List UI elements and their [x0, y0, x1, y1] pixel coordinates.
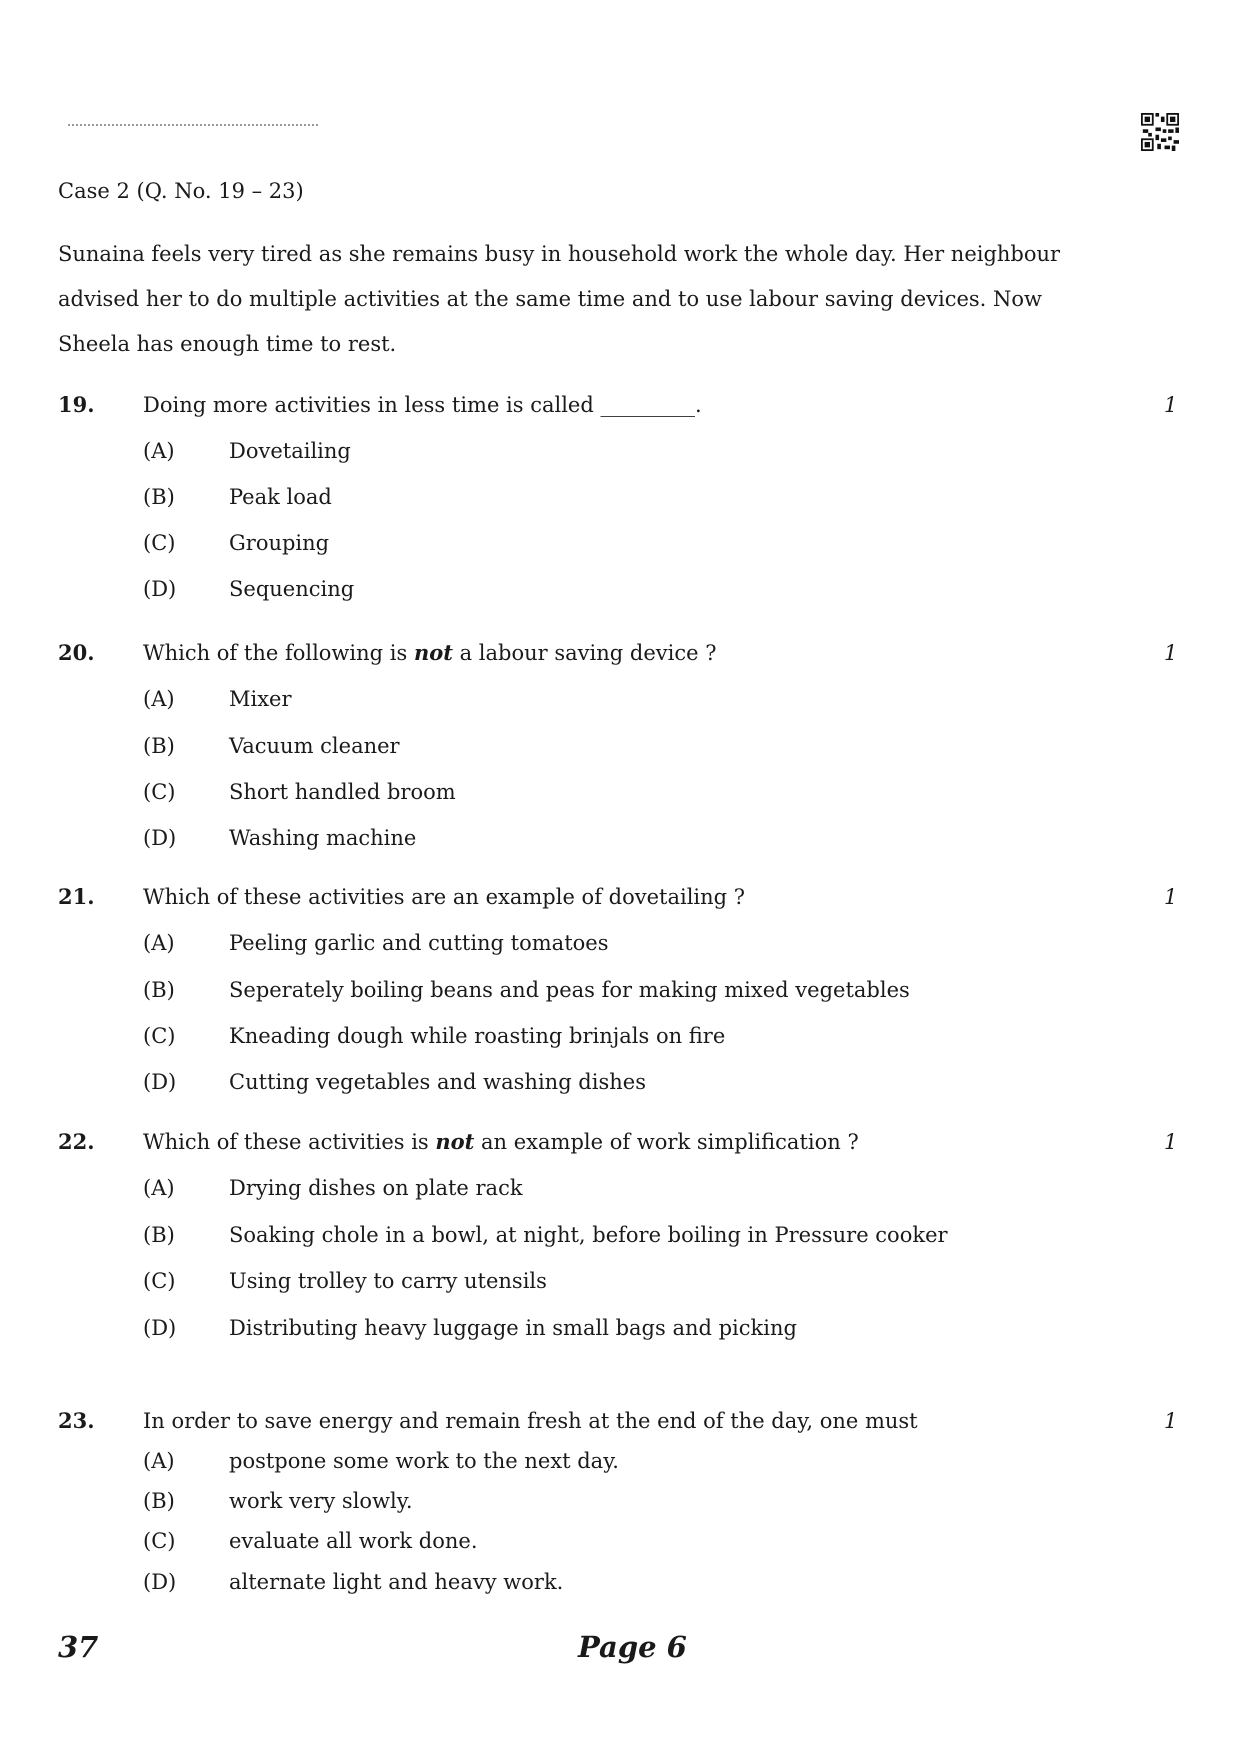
option-b [0, 484, 1241, 510]
option-a [0, 930, 1241, 956]
option-text: Grouping [229, 531, 330, 555]
passage-line: Sheela has enough time to rest. [58, 332, 397, 356]
option-label: (B) [143, 1223, 175, 1247]
case-title: Case 2 (Q. No. 19 – 23) [58, 179, 304, 203]
option-d [0, 576, 1241, 602]
question-text: Which of these activities is not an example of work simplification ? [143, 1129, 859, 1154]
question-text: Which of these activities are an example of dovetailing ? [143, 885, 746, 909]
paper-code: 37 [58, 1630, 99, 1664]
passage-line: advised her to do multiple activities at the same time and to use labour saving devices. Now [58, 287, 1043, 311]
question-number: 21. [58, 884, 95, 909]
option-c [0, 1268, 1241, 1294]
question-text: Doing more activities in less time is called _________. [143, 393, 702, 417]
option-a [0, 1448, 1241, 1474]
option-label: (C) [143, 1529, 176, 1553]
option-label: (B) [143, 1489, 175, 1513]
option-text: Short handled broom [229, 780, 456, 804]
option-text: evaluate all work done. [229, 1529, 478, 1553]
question-marks: 1 [1164, 641, 1178, 665]
qr-code-icon [1141, 113, 1179, 151]
option-c [0, 530, 1241, 556]
option-label: (D) [143, 1570, 177, 1594]
option-text: Kneading dough while roasting brinjals on fire [229, 1024, 726, 1048]
option-text: Sequencing [229, 577, 355, 601]
question-number: 19. [58, 392, 95, 417]
option-d [0, 1569, 1241, 1595]
question-text: Which of the following is not a labour saving device ? [143, 640, 717, 665]
option-text: Soaking chole in a bowl, at night, before boiling in Pressure cooker [229, 1223, 948, 1247]
option-d [0, 825, 1241, 851]
option-text: alternate light and heavy work. [229, 1570, 564, 1594]
option-label: (B) [143, 978, 175, 1002]
option-text: postpone some work to the next day. [229, 1449, 619, 1473]
option-a [0, 1175, 1241, 1201]
question-number: 23. [58, 1408, 95, 1433]
option-label: (D) [143, 826, 177, 850]
option-label: (A) [143, 439, 175, 463]
option-text: Seperately boiling beans and peas for making mixed vegetables [229, 978, 910, 1002]
option-text: Vacuum cleaner [229, 734, 400, 758]
option-label: (A) [143, 1449, 175, 1473]
emphasis-word: not [413, 640, 453, 665]
option-c [0, 779, 1241, 805]
option-label: (B) [143, 485, 175, 509]
option-text: Cutting vegetables and washing dishes [229, 1070, 646, 1094]
option-label: (C) [143, 780, 176, 804]
option-label: (C) [143, 531, 176, 555]
question-text: In order to save energy and remain fresh at the end of the day, one must [143, 1409, 918, 1433]
option-b [0, 733, 1241, 759]
option-text: Distributing heavy luggage in small bags and picking [229, 1316, 797, 1340]
option-label: (A) [143, 687, 175, 711]
option-label: (D) [143, 1316, 177, 1340]
option-d [0, 1069, 1241, 1095]
case-passage [58, 232, 1123, 367]
option-label: (C) [143, 1024, 176, 1048]
option-label: (C) [143, 1269, 176, 1293]
question-marks: 1 [1164, 393, 1178, 417]
question-marks: 1 [1164, 1130, 1178, 1154]
option-b [0, 1222, 1241, 1248]
page-number: Page 6 [578, 1630, 687, 1664]
option-a [0, 438, 1241, 464]
option-c [0, 1023, 1241, 1049]
option-d [0, 1315, 1241, 1341]
option-text: work very slowly. [229, 1489, 413, 1513]
option-text: Mixer [229, 687, 292, 711]
option-text: Drying dishes on plate rack [229, 1176, 523, 1200]
option-label: (A) [143, 1176, 175, 1200]
option-label: (D) [143, 1070, 177, 1094]
option-text: Dovetailing [229, 439, 351, 463]
option-b [0, 977, 1241, 1003]
question-number: 20. [58, 640, 95, 665]
option-c [0, 1528, 1241, 1554]
option-label: (B) [143, 734, 175, 758]
question-marks: 1 [1164, 1409, 1178, 1433]
option-b [0, 1488, 1241, 1514]
question-number: 22. [58, 1129, 95, 1154]
option-label: (D) [143, 577, 177, 601]
option-text: Peeling garlic and cutting tomatoes [229, 931, 609, 955]
emphasis-word: not [435, 1129, 475, 1154]
option-a [0, 686, 1241, 712]
question-marks: 1 [1164, 885, 1178, 909]
option-text: Washing machine [229, 826, 417, 850]
option-text: Using trolley to carry utensils [229, 1269, 547, 1293]
option-text: Peak load [229, 485, 332, 509]
header-dotted-rule [68, 124, 318, 126]
option-label: (A) [143, 931, 175, 955]
passage-line: Sunaina feels very tired as she remains busy in household work the whole day. Her neighbour [58, 242, 1061, 266]
